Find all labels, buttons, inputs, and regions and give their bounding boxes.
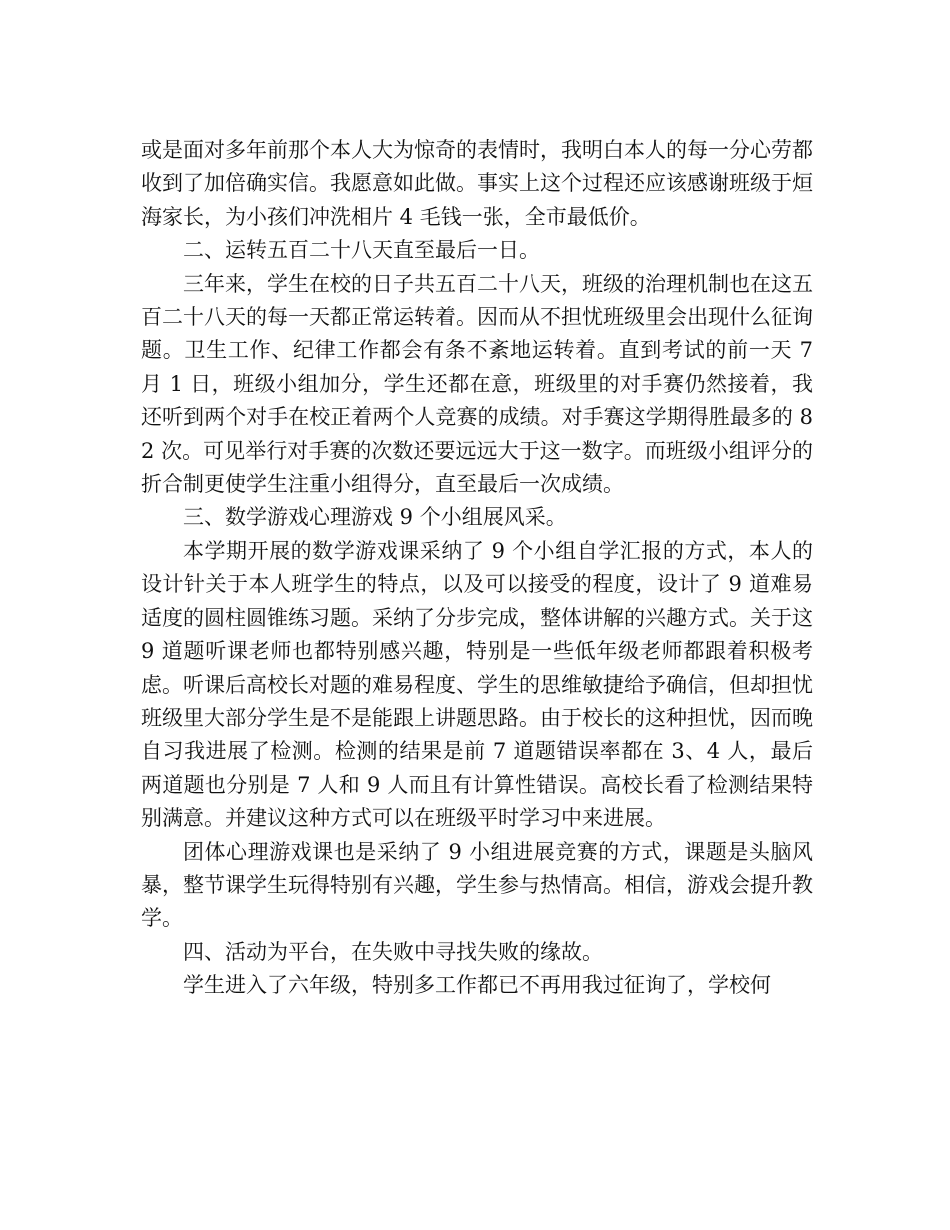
section-heading-two: 二、运转五百二十八天直至最后一日。 xyxy=(183,238,540,263)
section-heading-four: 四、活动为平台，在失败中寻找失败的缘故。 xyxy=(183,939,603,964)
paragraph-psychology-game: 团体心理游戏课也是采纳了 9 小组进展竞赛的方式，课题是头脑风暴，整节课学生玩得特别有兴趣，学生参与热情高。相信，游戏会提升教学。 xyxy=(141,839,813,931)
paragraph-math-game: 本学期开展的数学游戏课采纳了 9 个小组自学汇报的方式，本人的设计针关于本人班学生的特点，以及可以接受的程度，设计了 9 道难易适度的圆柱圆锥练习题。采纳了分步完成，整体讲解的兴趣方式。关于这 9 道题听课老师也都特别感兴趣，特别是一些低年级老师都跟着积极考虑。听课后高校长对题的难易程度、学生的思维敏捷给予确信，但却担忧班级里大部分学生是不是能跟上讲题思路。由于校长的这种担忧，因而晚自习我进展了检测。检测的结果是前 7 道题错误率都在 3、4 人，最后两道题也分别是 7 人和 9 人而且有计算性错误。高校长看了检测结果特别满意。并建议这种方式可以在班级平时学习中来进展。 xyxy=(141,538,813,831)
paragraph-activities: 学生进入了六年级，特别多工作都已不再用我过征询了，学校何 xyxy=(183,973,771,998)
section-heading-three: 三、数学游戏心理游戏 9 个小组展风采。 xyxy=(183,505,567,530)
paragraph-class-management: 三年来，学生在校的日子共五百二十八天，班级的治理机制也在这五百二十八天的每一天都正常运转着。因而从不担忧班级里会出现什么征询题。卫生工作、纪律工作都会有条不紊地运转着。直到考试的前一天 7 月 1 日，班级小组加分，学生还都在意，班级里的对手赛仍然接着，我还听到两个对手在校正着两个人竞赛的成绩。对手赛这学期得胜最多的 82 次。可见举行对手赛的次数还要远远大于这一数字。而班级小组评分的折合制更使学生注重小组得分，直至最后一次成绩。 xyxy=(141,271,813,497)
document-body xyxy=(141,134,813,1003)
paragraph-continuation: 或是面对多年前那个本人大为惊奇的表情时，我明白本人的每一分心劳都收到了加倍确实信。我愿意如此做。事实上这个过程还应该感谢班级于烜海家长，为小孩们冲洗相片 4 毛钱一张，全市最低价。 xyxy=(141,138,813,229)
